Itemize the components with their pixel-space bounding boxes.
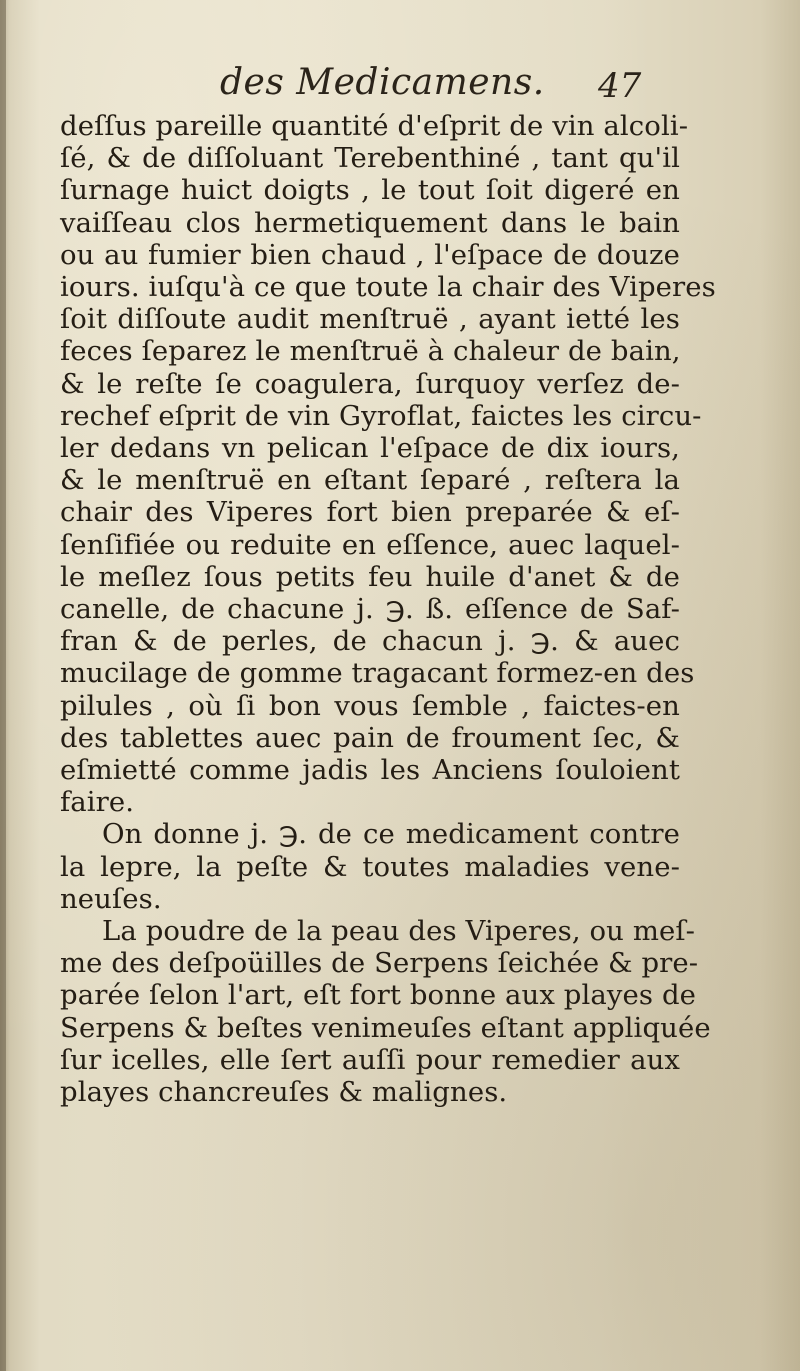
page-number: 47 bbox=[598, 66, 642, 106]
text-line: des tablettes auec pain de froument ſec, & bbox=[60, 721, 680, 754]
text-line: faire. bbox=[60, 786, 135, 819]
paragraph-3 bbox=[60, 915, 711, 1109]
text-line: ſenſifiée ou reduite en eſſence, auec laquel- bbox=[60, 528, 680, 561]
text-line: vaiſſeau clos hermetiquement dans le bain bbox=[60, 206, 680, 239]
text-line: fran & de perles, de chacun j. ℈. & auec bbox=[60, 625, 680, 658]
text-line: deſſus pareille quantité d'eſprit de vin alcoli- bbox=[60, 110, 689, 142]
text-line: ler dedans vn pelican l'eſpace de dix iours, bbox=[60, 432, 680, 465]
text-line: pilules , où ſi bon vous ſemble , faictes-en bbox=[60, 689, 680, 722]
text-line: neuſes. bbox=[60, 882, 162, 915]
text-line: La poudre de la peau des Viperes, ou meſ- bbox=[102, 915, 696, 948]
paragraph-2 bbox=[60, 818, 680, 915]
body-text bbox=[60, 110, 716, 1109]
text-line: chair des Viperes fort bien preparée & eſ- bbox=[60, 496, 680, 529]
text-line: mucilage de gomme tragacant formez-en des bbox=[60, 657, 695, 690]
text-line: ſoit diſſoute audit menſtruë , ayant ietté les bbox=[60, 303, 680, 336]
text-line: playes chancreuſes & malignes. bbox=[60, 1076, 508, 1109]
page-gutter bbox=[0, 0, 6, 1371]
text-line: canelle, de chacune j. ℈. ß. eſſence de Saf- bbox=[60, 593, 680, 626]
text-line: iours. iuſqu'à ce que toute la chair des Viperes bbox=[60, 271, 716, 304]
text-line: le meſlez ſous petits feu huile d'anet & de bbox=[60, 560, 680, 593]
text-line: me des deſpoüilles de Serpens ſeichée & pre- bbox=[60, 947, 699, 980]
text-line: la lepre, la peſte & toutes maladies vene- bbox=[60, 850, 680, 883]
paragraph-1 bbox=[60, 110, 716, 819]
text-line: parée ſelon l'art, eſt fort bonne aux playes de bbox=[60, 979, 697, 1012]
page-header bbox=[60, 62, 660, 112]
text-line: rechef eſprit de vin Gyroflat, faictes les circu- bbox=[60, 399, 702, 432]
text-line: ou au fumier bien chaud , l'eſpace de douze bbox=[60, 238, 680, 271]
running-title: des Medicamens. bbox=[220, 62, 545, 103]
text-line: On donne j. ℈. de ce medicament contre bbox=[102, 818, 680, 851]
text-line: & le menſtruë en eſtant ſeparé , reſtera la bbox=[60, 464, 680, 497]
text-line: eſmietté comme jadis les Anciens ſouloient bbox=[60, 754, 680, 787]
text-line: Serpens & beſtes venimeuſes eſtant appliquée bbox=[60, 1011, 711, 1044]
text-line: ſurnage huict doigts , le tout ſoit digeré en bbox=[60, 174, 680, 207]
text-line: feces ſeparez le menſtruë à chaleur de bain, bbox=[60, 335, 681, 368]
text-line: & le reſte ſe coagulera, ſurquoy verſez de- bbox=[60, 367, 680, 400]
text-line: ſé, & de diſſoluant Terebenthiné , tant qu'il bbox=[60, 142, 680, 175]
text-line: ſur icelles, elle ſert auſſi pour remedier aux bbox=[60, 1043, 680, 1076]
